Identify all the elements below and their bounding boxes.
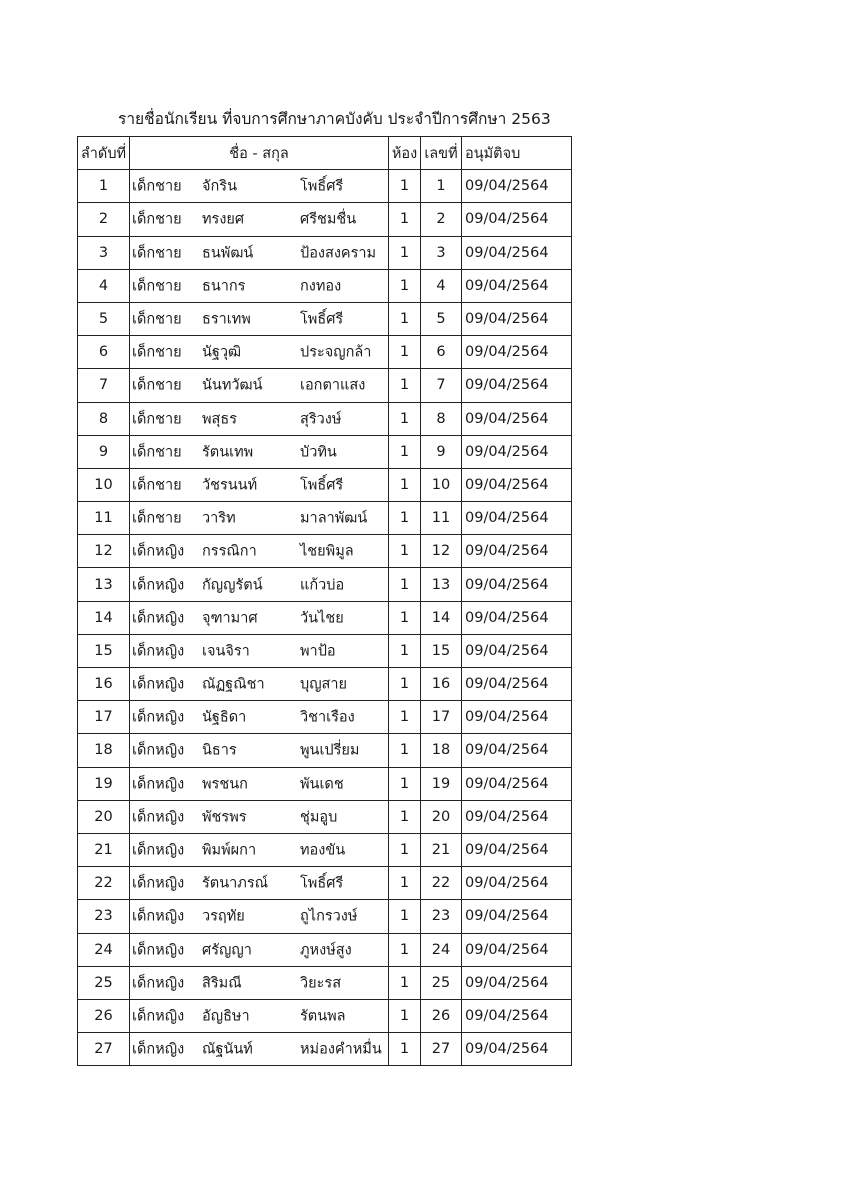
row-number: 22 xyxy=(421,867,462,900)
row-no: 26 xyxy=(78,999,130,1032)
row-prefix: เด็กชาย xyxy=(132,377,182,394)
row-prefix: เด็กหญิง xyxy=(132,742,185,759)
row-last-name: ประจญกล้า xyxy=(300,344,372,361)
row-prefix: เด็กชาย xyxy=(132,477,182,494)
row-fullname xyxy=(130,402,389,435)
row-no: 8 xyxy=(78,402,130,435)
row-no: 22 xyxy=(78,867,130,900)
row-prefix: เด็กหญิง xyxy=(132,610,185,627)
row-last-name: สุริวงษ์ xyxy=(300,411,342,428)
row-fullname xyxy=(130,701,389,734)
row-approved-date: 09/04/2564 xyxy=(462,535,572,568)
table-row xyxy=(78,170,572,203)
row-number: 20 xyxy=(421,800,462,833)
row-no: 14 xyxy=(78,601,130,634)
row-prefix: เด็กหญิง xyxy=(132,809,185,826)
row-fullname xyxy=(130,203,389,236)
row-room: 1 xyxy=(389,402,421,435)
row-number: 15 xyxy=(421,634,462,667)
row-fullname xyxy=(130,435,389,468)
row-last-name: วิชาเรือง xyxy=(300,709,355,726)
row-no: 3 xyxy=(78,236,130,269)
header-approved: อนุมัติจบ xyxy=(462,137,572,170)
row-approved-date: 09/04/2564 xyxy=(462,203,572,236)
row-approved-date: 09/04/2564 xyxy=(462,701,572,734)
row-approved-date: 09/04/2564 xyxy=(462,999,572,1032)
row-no: 17 xyxy=(78,701,130,734)
row-first-name: จุฑามาศ xyxy=(202,610,258,627)
row-no: 10 xyxy=(78,468,130,501)
row-last-name: ไชยพิมูล xyxy=(300,543,354,560)
row-last-name: ศรีชมชื่น xyxy=(300,211,357,228)
row-fullname xyxy=(130,999,389,1032)
row-room: 1 xyxy=(389,302,421,335)
row-prefix: เด็กหญิง xyxy=(132,1041,185,1058)
row-approved-date: 09/04/2564 xyxy=(462,900,572,933)
table-row xyxy=(78,502,572,535)
row-room: 1 xyxy=(389,502,421,535)
row-first-name: สิริมณี xyxy=(202,975,242,992)
row-fullname xyxy=(130,369,389,402)
table-row xyxy=(78,369,572,402)
row-prefix: เด็กหญิง xyxy=(132,908,185,925)
row-no: 1 xyxy=(78,170,130,203)
row-prefix: เด็กชาย xyxy=(132,178,182,195)
row-prefix: เด็กชาย xyxy=(132,311,182,328)
row-prefix: เด็กหญิง xyxy=(132,875,185,892)
row-prefix: เด็กหญิง xyxy=(132,643,185,660)
row-no: 9 xyxy=(78,435,130,468)
row-last-name: บุญสาย xyxy=(300,676,348,693)
row-prefix: เด็กหญิง xyxy=(132,942,185,959)
row-number: 16 xyxy=(421,668,462,701)
row-number: 21 xyxy=(421,833,462,866)
row-no: 12 xyxy=(78,535,130,568)
row-prefix: เด็กชาย xyxy=(132,278,182,295)
row-last-name: พูนเปรี่ยม xyxy=(300,742,360,759)
row-approved-date: 09/04/2564 xyxy=(462,269,572,302)
row-room: 1 xyxy=(389,966,421,999)
row-prefix: เด็กหญิง xyxy=(132,676,185,693)
row-no: 27 xyxy=(78,1033,130,1066)
row-number: 5 xyxy=(421,302,462,335)
table-row xyxy=(78,203,572,236)
row-prefix: เด็กหญิง xyxy=(132,975,185,992)
row-room: 1 xyxy=(389,435,421,468)
row-approved-date: 09/04/2564 xyxy=(462,502,572,535)
table-row xyxy=(78,701,572,734)
row-last-name: โพธิ์ศรี xyxy=(300,477,344,494)
row-approved-date: 09/04/2564 xyxy=(462,302,572,335)
row-approved-date: 09/04/2564 xyxy=(462,468,572,501)
row-first-name: พรชนก xyxy=(202,776,248,793)
row-no: 2 xyxy=(78,203,130,236)
document-title: รายชื่อนักเรียน ที่จบการศึกษาภาคบังคับ ประจำปีการศึกษา 2563 xyxy=(118,110,551,128)
table-row xyxy=(78,767,572,800)
row-fullname xyxy=(130,1033,389,1066)
row-fullname xyxy=(130,468,389,501)
row-first-name: วาริท xyxy=(202,510,236,527)
row-prefix: เด็กหญิง xyxy=(132,842,185,859)
table-row xyxy=(78,236,572,269)
row-room: 1 xyxy=(389,767,421,800)
row-room: 1 xyxy=(389,336,421,369)
row-prefix: เด็กชาย xyxy=(132,245,182,262)
row-first-name: พัชรพร xyxy=(202,809,247,826)
row-number: 27 xyxy=(421,1033,462,1066)
row-fullname xyxy=(130,900,389,933)
row-no: 24 xyxy=(78,933,130,966)
row-first-name: ณัฏฐณิชา xyxy=(202,676,265,693)
row-fullname xyxy=(130,668,389,701)
table-row xyxy=(78,634,572,667)
row-last-name: ภูหงษ์สูง xyxy=(300,942,352,959)
table-row xyxy=(78,900,572,933)
row-prefix: เด็กหญิง xyxy=(132,1008,185,1025)
row-fullname xyxy=(130,170,389,203)
row-approved-date: 09/04/2564 xyxy=(462,933,572,966)
row-approved-date: 09/04/2564 xyxy=(462,800,572,833)
row-first-name: วรฤทัย xyxy=(202,908,245,925)
row-room: 1 xyxy=(389,1033,421,1066)
table-row xyxy=(78,833,572,866)
row-room: 1 xyxy=(389,170,421,203)
table-body xyxy=(78,170,572,1066)
row-first-name: จักริน xyxy=(202,178,237,195)
row-number: 9 xyxy=(421,435,462,468)
row-last-name: วิยะรส xyxy=(300,975,342,992)
table-row xyxy=(78,302,572,335)
row-approved-date: 09/04/2564 xyxy=(462,601,572,634)
row-no: 11 xyxy=(78,502,130,535)
row-approved-date: 09/04/2564 xyxy=(462,568,572,601)
row-number: 3 xyxy=(421,236,462,269)
row-fullname xyxy=(130,568,389,601)
header-no: ลำดับที่ xyxy=(78,137,130,170)
row-room: 1 xyxy=(389,236,421,269)
row-room: 1 xyxy=(389,634,421,667)
row-number: 4 xyxy=(421,269,462,302)
header-number: เลขที่ xyxy=(421,137,462,170)
table-row xyxy=(78,1033,572,1066)
row-room: 1 xyxy=(389,468,421,501)
row-prefix: เด็กชาย xyxy=(132,211,182,228)
header-name: ชื่อ - สกุล xyxy=(130,137,389,170)
row-number: 17 xyxy=(421,701,462,734)
row-room: 1 xyxy=(389,601,421,634)
row-number: 26 xyxy=(421,999,462,1032)
row-first-name: นิธาร xyxy=(202,742,237,759)
table-row xyxy=(78,933,572,966)
row-fullname xyxy=(130,933,389,966)
row-number: 19 xyxy=(421,767,462,800)
row-room: 1 xyxy=(389,269,421,302)
row-fullname xyxy=(130,966,389,999)
row-no: 5 xyxy=(78,302,130,335)
row-number: 8 xyxy=(421,402,462,435)
table-row xyxy=(78,269,572,302)
row-number: 25 xyxy=(421,966,462,999)
row-number: 24 xyxy=(421,933,462,966)
row-approved-date: 09/04/2564 xyxy=(462,668,572,701)
row-no: 7 xyxy=(78,369,130,402)
row-number: 6 xyxy=(421,336,462,369)
row-first-name: ธนากร xyxy=(202,278,246,295)
row-last-name: กงทอง xyxy=(300,278,342,295)
row-number: 11 xyxy=(421,502,462,535)
row-approved-date: 09/04/2564 xyxy=(462,369,572,402)
row-last-name: พาป้อ xyxy=(300,643,336,660)
row-first-name: เจนจิรา xyxy=(202,643,250,660)
row-approved-date: 09/04/2564 xyxy=(462,336,572,369)
row-fullname xyxy=(130,734,389,767)
row-fullname xyxy=(130,302,389,335)
row-number: 7 xyxy=(421,369,462,402)
row-last-name: ป้องสงคราม xyxy=(300,245,377,262)
table-row xyxy=(78,336,572,369)
table-row xyxy=(78,966,572,999)
row-approved-date: 09/04/2564 xyxy=(462,734,572,767)
row-no: 21 xyxy=(78,833,130,866)
row-number: 23 xyxy=(421,900,462,933)
row-room: 1 xyxy=(389,734,421,767)
row-no: 20 xyxy=(78,800,130,833)
row-prefix: เด็กชาย xyxy=(132,444,182,461)
row-fullname xyxy=(130,833,389,866)
row-first-name: วัชรนนท์ xyxy=(202,477,258,494)
graduates-table xyxy=(77,136,572,1066)
row-room: 1 xyxy=(389,535,421,568)
row-no: 18 xyxy=(78,734,130,767)
row-first-name: ธราเทพ xyxy=(202,311,251,328)
row-room: 1 xyxy=(389,999,421,1032)
table-row xyxy=(78,601,572,634)
row-number: 14 xyxy=(421,601,462,634)
row-first-name: ศรัญญา xyxy=(202,942,252,959)
row-first-name: รัตนาภรณ์ xyxy=(202,875,269,892)
row-fullname xyxy=(130,502,389,535)
row-fullname xyxy=(130,867,389,900)
row-room: 1 xyxy=(389,203,421,236)
row-approved-date: 09/04/2564 xyxy=(462,767,572,800)
row-first-name: รัตนเทพ xyxy=(202,444,254,461)
row-room: 1 xyxy=(389,833,421,866)
row-approved-date: 09/04/2564 xyxy=(462,966,572,999)
row-approved-date: 09/04/2564 xyxy=(462,435,572,468)
row-last-name: ถูไกรวงษ์ xyxy=(300,908,358,925)
row-first-name: นัฐวุฒิ xyxy=(202,344,242,361)
row-approved-date: 09/04/2564 xyxy=(462,236,572,269)
row-first-name: ณัฐนันท์ xyxy=(202,1041,253,1058)
header-room: ห้อง xyxy=(389,137,421,170)
row-approved-date: 09/04/2564 xyxy=(462,402,572,435)
row-approved-date: 09/04/2564 xyxy=(462,1033,572,1066)
row-first-name: กัญญรัตน์ xyxy=(202,577,263,594)
row-no: 6 xyxy=(78,336,130,369)
row-no: 4 xyxy=(78,269,130,302)
row-fullname xyxy=(130,800,389,833)
row-no: 16 xyxy=(78,668,130,701)
row-room: 1 xyxy=(389,800,421,833)
row-room: 1 xyxy=(389,701,421,734)
row-number: 2 xyxy=(421,203,462,236)
row-no: 25 xyxy=(78,966,130,999)
row-room: 1 xyxy=(389,933,421,966)
row-approved-date: 09/04/2564 xyxy=(462,867,572,900)
row-first-name: พิมพ์ผกา xyxy=(202,842,257,859)
row-prefix: เด็กชาย xyxy=(132,510,182,527)
row-last-name: โพธิ์ศรี xyxy=(300,178,344,195)
row-last-name: หม่องคำหมื่น xyxy=(300,1041,382,1058)
row-fullname xyxy=(130,236,389,269)
row-first-name: อัญธิษา xyxy=(202,1008,250,1025)
table-row xyxy=(78,800,572,833)
table-row xyxy=(78,435,572,468)
row-last-name: มาลาพัฒน์ xyxy=(300,510,368,527)
row-last-name: โพธิ์ศรี xyxy=(300,875,344,892)
row-room: 1 xyxy=(389,867,421,900)
row-prefix: เด็กชาย xyxy=(132,344,182,361)
table-row xyxy=(78,734,572,767)
row-first-name: นันทวัฒน์ xyxy=(202,377,263,394)
row-last-name: ทองขัน xyxy=(300,842,346,859)
row-prefix: เด็กหญิง xyxy=(132,776,185,793)
row-prefix: เด็กหญิง xyxy=(132,543,185,560)
row-room: 1 xyxy=(389,900,421,933)
row-fullname xyxy=(130,767,389,800)
row-last-name: เอกตาแสง xyxy=(300,377,366,394)
row-fullname xyxy=(130,634,389,667)
row-last-name: แก้วบ่อ xyxy=(300,577,345,594)
row-room: 1 xyxy=(389,369,421,402)
row-prefix: เด็กหญิง xyxy=(132,709,185,726)
row-first-name: กรรณิกา xyxy=(202,543,257,560)
table-row xyxy=(78,535,572,568)
row-fullname xyxy=(130,336,389,369)
row-room: 1 xyxy=(389,568,421,601)
row-first-name: พสุธร xyxy=(202,411,238,428)
table-header-row xyxy=(78,137,572,170)
row-prefix: เด็กหญิง xyxy=(132,577,185,594)
row-last-name: วันไชย xyxy=(300,610,344,627)
row-number: 12 xyxy=(421,535,462,568)
row-fullname xyxy=(130,269,389,302)
row-room: 1 xyxy=(389,668,421,701)
row-no: 23 xyxy=(78,900,130,933)
table-row xyxy=(78,468,572,501)
row-first-name: นัฐธิดา xyxy=(202,709,247,726)
table-row xyxy=(78,867,572,900)
table-row xyxy=(78,999,572,1032)
row-prefix: เด็กชาย xyxy=(132,411,182,428)
row-last-name: รัตนพล xyxy=(300,1008,346,1025)
row-first-name: ทรงยศ xyxy=(202,211,245,228)
row-no: 15 xyxy=(78,634,130,667)
row-number: 10 xyxy=(421,468,462,501)
row-first-name: ธนพัฒน์ xyxy=(202,245,254,262)
row-number: 18 xyxy=(421,734,462,767)
row-last-name: ชุ่มอูบ xyxy=(300,809,338,826)
row-approved-date: 09/04/2564 xyxy=(462,634,572,667)
row-last-name: โพธิ์ศรี xyxy=(300,311,344,328)
row-fullname xyxy=(130,601,389,634)
row-no: 13 xyxy=(78,568,130,601)
row-no: 19 xyxy=(78,767,130,800)
row-fullname xyxy=(130,535,389,568)
row-approved-date: 09/04/2564 xyxy=(462,833,572,866)
row-last-name: พันเดช xyxy=(300,776,344,793)
row-number: 13 xyxy=(421,568,462,601)
row-number: 1 xyxy=(421,170,462,203)
table-row xyxy=(78,668,572,701)
table-row xyxy=(78,402,572,435)
row-last-name: บัวทิน xyxy=(300,444,337,461)
table-row xyxy=(78,568,572,601)
row-approved-date: 09/04/2564 xyxy=(462,170,572,203)
